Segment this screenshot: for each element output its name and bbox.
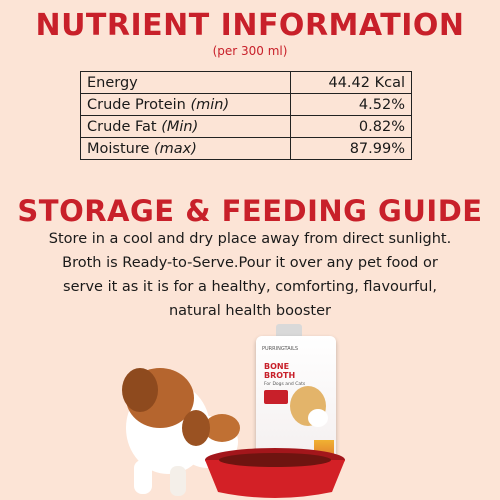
food-bowl-icon <box>200 448 350 498</box>
pouch-pets-icon <box>284 380 334 430</box>
nutrient-name: Moisture (max) <box>81 138 291 160</box>
table-row <box>81 116 412 138</box>
pouch-brand: PURRINGTAILS <box>262 346 299 352</box>
nutrient-subtitle: (per 300 ml) <box>212 44 288 58</box>
nutrient-table <box>80 71 412 160</box>
storage-title: STORAGE & FEEDING GUIDE <box>17 194 483 228</box>
nutrient-name: Crude Fat (Min) <box>81 116 291 138</box>
nutrient-name: Crude Protein (min) <box>81 94 291 116</box>
nutrient-name: Energy <box>81 72 291 94</box>
pouch-subtitle: For Dogs and Cats <box>264 382 306 387</box>
nutrient-title: NUTRIENT INFORMATION <box>35 8 465 43</box>
table-row <box>81 72 412 94</box>
nutrient-value: 4.52% <box>290 94 411 116</box>
storage-line: Store in a cool and dry place away from direct sunlight. <box>48 231 452 247</box>
nutrient-value: 0.82% <box>290 116 411 138</box>
nutrient-value: 87.99% <box>290 138 411 160</box>
storage-paragraph <box>0 227 500 323</box>
product-illustration <box>0 320 500 500</box>
table-row <box>81 138 412 160</box>
pouch-product-name: BONE BROTH <box>264 362 296 380</box>
storage-line: serve it as it is for a healthy, comforting, flavourful, <box>63 279 437 295</box>
storage-line: natural health booster <box>168 303 331 319</box>
nutrient-value: 44.42 Kcal <box>290 72 411 94</box>
storage-line: Broth is Ready-to-Serve.Pour it over any pet food or <box>62 255 438 271</box>
table-row <box>81 94 412 116</box>
